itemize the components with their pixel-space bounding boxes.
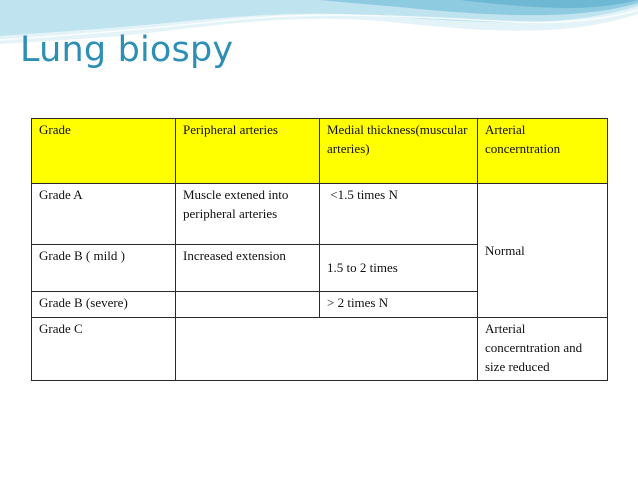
header-cell-peripheral-arteries: Peripheral arteries: [176, 119, 320, 184]
cell-peripheral-arteries: Increased extension: [176, 245, 320, 292]
cell-peripheral-arteries: Muscle extened into peripheral arteries: [176, 184, 320, 245]
slide-title: Lung biospy: [20, 30, 234, 70]
cell-peripheral-medial-empty: [176, 318, 478, 381]
cell-grade: Grade A: [32, 184, 176, 245]
cell-grade: Grade B ( mild ): [32, 245, 176, 292]
cell-medial-thickness: 1.5 to 2 times: [320, 245, 478, 292]
header-cell-arterial-concentration: Arterial concerntration: [478, 119, 608, 184]
header-cell-grade: Grade: [32, 119, 176, 184]
cell-peripheral-arteries: [176, 292, 320, 318]
cell-arterial-concentration-normal: Normal: [478, 184, 608, 318]
table-row-grade-c: [32, 318, 608, 381]
table-row-grade-a: [32, 184, 608, 245]
table-header-row: [32, 119, 608, 184]
header-cell-medial-thickness: Medial thickness(muscular arteries): [320, 119, 478, 184]
cell-grade: Grade C: [32, 318, 176, 381]
cell-medial-thickness: <1.5 times N: [320, 184, 478, 245]
grade-table: [31, 118, 608, 381]
cell-grade: Grade B (severe): [32, 292, 176, 318]
cell-medial-thickness: > 2 times N: [320, 292, 478, 318]
cell-arterial-concentration: Arterial concerntration and size reduced: [478, 318, 608, 381]
